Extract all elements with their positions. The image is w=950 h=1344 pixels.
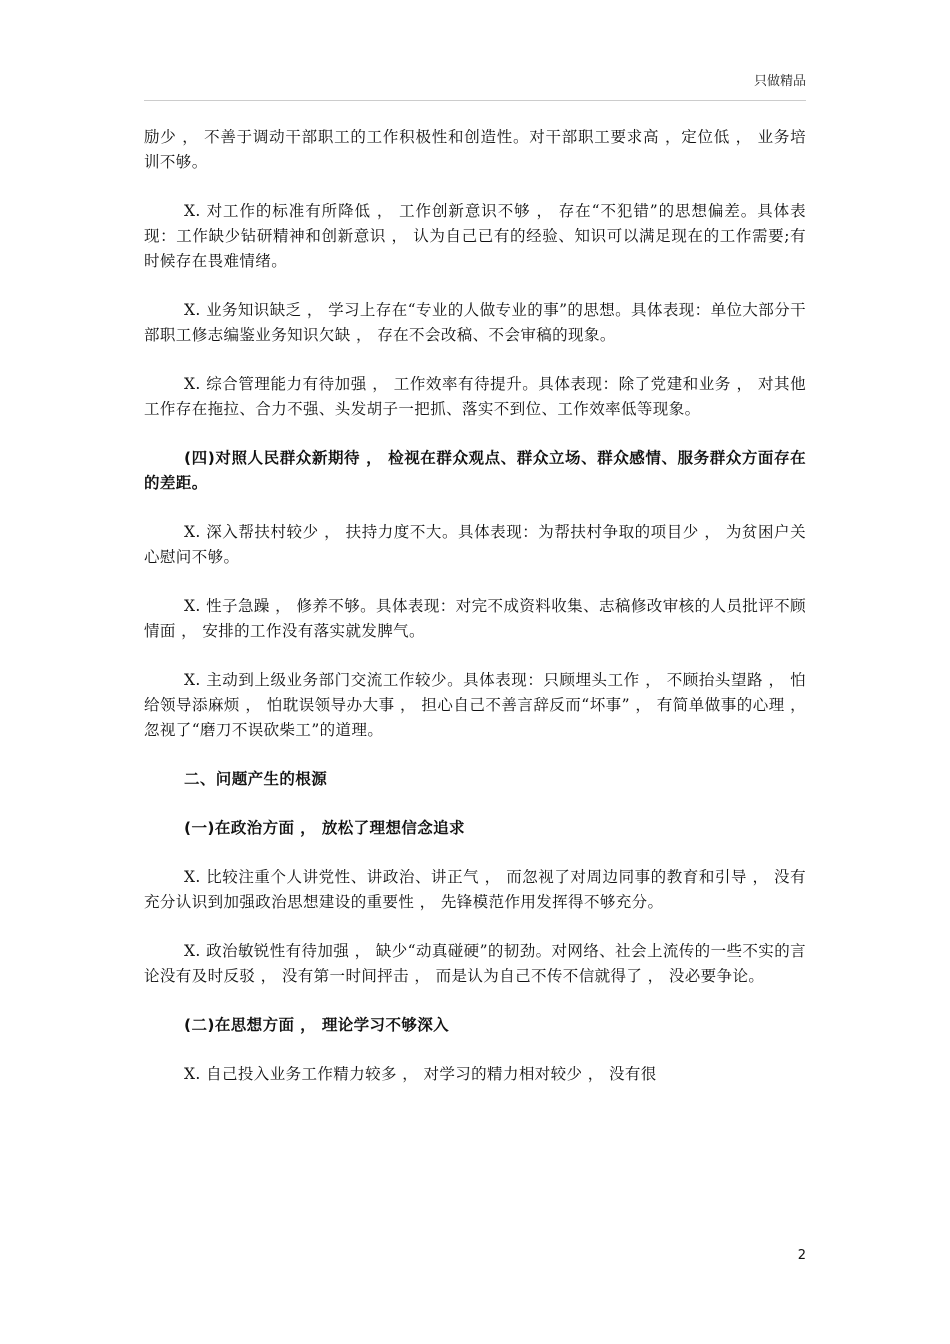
header-divider bbox=[144, 100, 806, 101]
paragraph: X. 自己投入业务工作精力较多 ， 对学习的精力相对较少 ， 没有很 bbox=[184, 1065, 657, 1083]
paragraph: X. 业务知识缺乏 ， 学习上存在“专业的人做专业的事”的思想。具体表现：单位大部分干部职工修志编鉴业务知识欠缺 ， 存在不会改稿、不会审稿的现象。 bbox=[144, 301, 806, 344]
paragraph: X. 性子急躁 ， 修养不够。具体表现：对完不成资料收集、志稿修改审核的人员批评不顾情面 ， 安排的工作没有落实就发脾气。 bbox=[144, 597, 806, 640]
paragraph: X. 深入帮扶村较少 ， 扶持力度不大。具体表现：为帮扶村争取的项目少 ， 为贫困户关心慰问不够。 bbox=[144, 523, 806, 566]
paragraph: X. 比较注重个人讲党性、讲政治、讲正气 ， 而忽视了对周边同事的教育和引导 ， 没有充分认识到加强政治思想建设的重要性 ， 先锋模范作用发挥得不够充分。 bbox=[144, 868, 806, 911]
section-heading: (四)对照人民群众新期待 ， 检视在群众观点、群众立场、群众感情、服务群众方面存在的差距。 bbox=[144, 449, 806, 492]
paragraph: 励少 ， 不善于调动干部职工的工作积极性和创造性。对干部职工要求高 ，定位低 ， 业务培训不够。 bbox=[144, 128, 806, 171]
page-number: 2 bbox=[797, 1248, 806, 1263]
paragraph: X. 主动到上级业务部门交流工作较少。具体表现：只顾埋头工作 ， 不顾抬头望路 ， 怕给领导添麻烦 ， 怕耽误领导办大事 ， 担心自己不善言辞反而“坏事” ， 有简单做事的心理 ， 忽视了“磨刀不误砍柴工”的道理。 bbox=[144, 671, 806, 739]
paragraph: X. 综合管理能力有待加强 ， 工作效率有待提升。具体表现：除了党建和业务 ， 对其他工作存在拖拉、合力不强、头发胡子一把抓、落实不到位、工作效率低等现象。 bbox=[144, 375, 806, 418]
section-heading: 二、问题产生的根源 bbox=[184, 770, 328, 788]
subsection-heading: (一)在政治方面 ， 放松了理想信念追求 bbox=[184, 819, 465, 837]
subsection-heading: (二)在思想方面 ， 理论学习不够深入 bbox=[184, 1016, 450, 1034]
page-header: 只做精品 bbox=[753, 74, 806, 89]
paragraph: X. 政治敏锐性有待加强 ， 缺少“动真碰硬”的韧劲。对网络、社会上流传的一些不实的言论没有及时反驳 ， 没有第一时间抨击 ， 而是认为自己不传不信就得了 ， 没必要争论。 bbox=[144, 942, 806, 985]
paragraph: X. 对工作的标准有所降低 ， 工作创新意识不够 ， 存在“不犯错”的思想偏差。具体表现：工作缺少钻研精神和创新意识 ， 认为自己已有的经验、知识可以满足现在的工作需要;有时候存在畏难情绪。 bbox=[144, 202, 806, 270]
document-body bbox=[144, 125, 806, 1111]
